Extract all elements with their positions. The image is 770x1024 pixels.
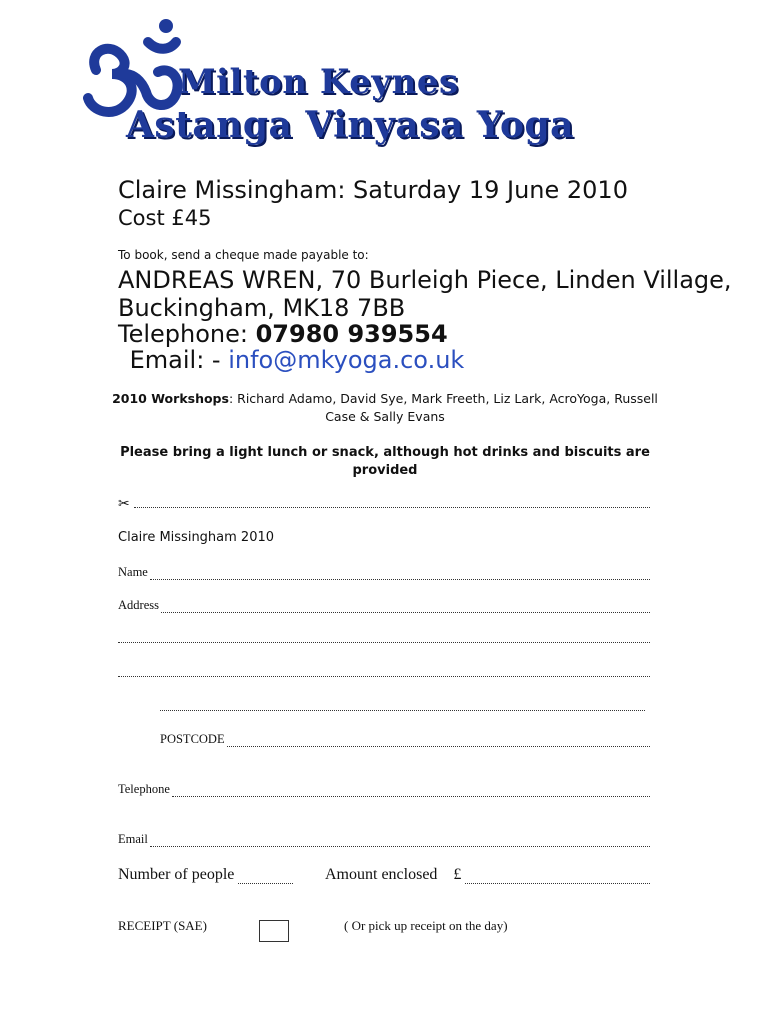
telephone-dotted-line[interactable] xyxy=(172,786,650,797)
telephone-field[interactable] xyxy=(118,782,650,797)
telephone-field-label: Telephone xyxy=(118,782,170,796)
address-field[interactable] xyxy=(118,598,650,613)
lunch-note: Please bring a light lunch or snack, although hot drinks and biscuits are provided xyxy=(120,445,650,478)
email-field-label: Email xyxy=(118,832,148,846)
address-dotted-line[interactable] xyxy=(161,602,650,613)
cut-line xyxy=(134,507,650,508)
address-label: Address xyxy=(118,598,159,612)
amount-enclosed-field[interactable] xyxy=(325,866,650,884)
email-link[interactable]: info@mkyoga.co.uk xyxy=(228,346,465,374)
address-dotted-line-3[interactable] xyxy=(118,666,650,677)
postcode-field[interactable] xyxy=(160,732,650,747)
receipt-note: ( Or pick up receipt on the day) xyxy=(344,918,508,933)
postcode-label: POSTCODE xyxy=(160,732,225,746)
brand-name-line1: Milton Keynes xyxy=(178,62,459,102)
payee-address-line1: ANDREAS WREN, 70 Burleigh Piece, Linden Village, xyxy=(118,266,732,294)
address-dotted-line-4[interactable] xyxy=(160,700,645,711)
name-label: Name xyxy=(118,565,148,579)
payee-address-line2: Buckingham, MK18 7BB xyxy=(118,294,406,322)
telephone-label: Telephone: xyxy=(118,320,256,348)
telephone-number: 07980 939554 xyxy=(255,320,448,348)
brand-name-line2: Astanga Vinyasa Yoga xyxy=(126,104,574,146)
scissors-icon: ✂ xyxy=(118,496,130,512)
event-cost: Cost £45 xyxy=(118,206,212,230)
event-title: Claire Missingham: Saturday 19 June 2010 xyxy=(118,176,628,204)
name-dotted-line[interactable] xyxy=(150,569,650,580)
email-field[interactable] xyxy=(118,832,650,847)
receipt-label: RECEIPT (SAE) xyxy=(118,918,207,933)
amount-label: Amount enclosed xyxy=(325,866,438,883)
address-dotted-line-2[interactable] xyxy=(118,632,650,643)
people-dotted-line[interactable] xyxy=(238,871,293,884)
workshops-list xyxy=(110,390,660,426)
postcode-dotted-line[interactable] xyxy=(227,736,650,747)
workshops-label: 2010 Workshops xyxy=(112,391,229,406)
number-of-people-field[interactable] xyxy=(118,866,303,884)
amount-dotted-line[interactable] xyxy=(465,871,650,884)
receipt-checkbox[interactable] xyxy=(259,920,289,942)
name-field[interactable] xyxy=(118,565,650,580)
people-label: Number of people xyxy=(118,866,235,883)
email-label: Email: - xyxy=(122,346,229,374)
workshops-text: : Richard Adamo, David Sye, Mark Freeth, Liz Lark, AcroYoga, Russell Case & Sally Evans xyxy=(228,391,658,424)
contact-telephone xyxy=(118,320,448,348)
contact-email xyxy=(122,346,464,374)
email-dotted-line[interactable] xyxy=(150,836,650,847)
booking-intro: To book, send a cheque made payable to: xyxy=(118,248,369,262)
currency-symbol: £ xyxy=(453,866,462,883)
form-title: Claire Missingham 2010 xyxy=(118,530,275,545)
